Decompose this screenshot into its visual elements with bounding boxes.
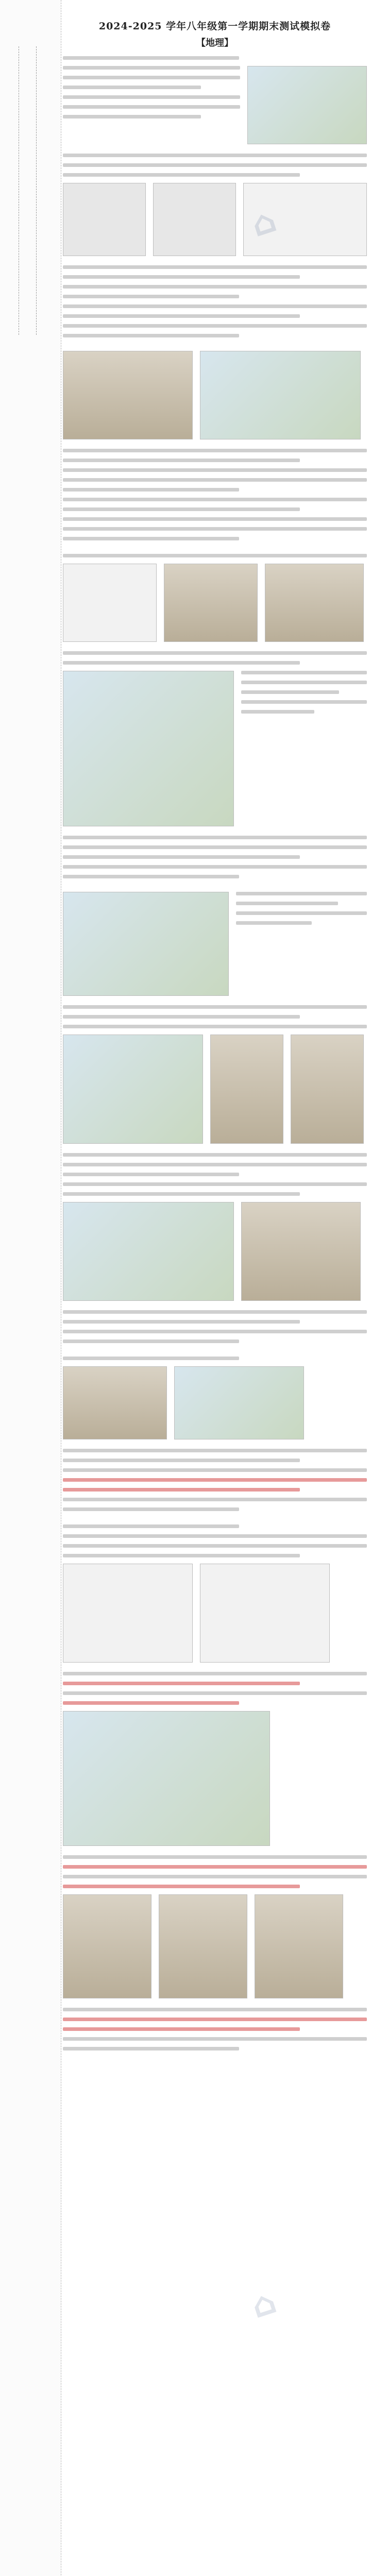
photo-figure: [291, 1035, 364, 1144]
text-line: [241, 681, 367, 684]
text-line: [63, 105, 240, 109]
photo-figure: [63, 1894, 151, 1998]
exam-content: [63, 19, 367, 2327]
text-line: [241, 690, 339, 694]
photo-figure: [255, 1894, 343, 1998]
text-line: [241, 700, 367, 704]
map-figure: [63, 1035, 203, 1144]
text-line: [63, 507, 300, 511]
section-5: [63, 1357, 367, 1511]
text-line: [236, 892, 367, 895]
figure-row: [63, 1894, 367, 1998]
figure-row: [63, 1366, 367, 1439]
text-line: [63, 1468, 367, 1472]
text-line: [63, 1330, 367, 1333]
text-line: [63, 1310, 367, 1314]
answer-line: [63, 1885, 300, 1888]
text-line: [63, 1340, 239, 1343]
text-line: [63, 1507, 239, 1511]
text-line: [63, 1025, 367, 1028]
text-line: [241, 671, 367, 674]
photo-figure: [164, 564, 258, 642]
text-line: [63, 1554, 300, 1557]
section-heading: [63, 56, 239, 60]
figure-row: [63, 66, 367, 144]
figure-row: [63, 1564, 367, 1663]
terrain-photo: [63, 351, 193, 439]
section-4: [63, 892, 367, 1343]
text-line: [241, 710, 314, 714]
text-line: [63, 855, 300, 859]
text-line: [63, 1015, 300, 1019]
photo-figure: [265, 564, 364, 642]
text-line: [63, 875, 239, 878]
climate-map: [63, 1711, 270, 1846]
diagram-figure: [63, 183, 146, 256]
text-line: [63, 163, 367, 167]
text-line: [63, 459, 300, 462]
text-line: [63, 66, 240, 70]
answer-line: [63, 1865, 367, 1869]
figure-row: [63, 1202, 367, 1301]
answer-line: [63, 1701, 239, 1705]
text-line: [63, 1875, 367, 1878]
section-3: [63, 554, 367, 878]
photo-figure: [159, 1894, 247, 1998]
text-line: [63, 265, 367, 269]
text-line: [63, 86, 201, 89]
figure-row: [63, 351, 367, 439]
text-line: [63, 1182, 367, 1186]
text-line: [63, 1534, 367, 1538]
text-line: [63, 537, 239, 540]
text-line: [63, 468, 367, 472]
figure-row: [63, 183, 367, 256]
binding-line-right: [36, 46, 37, 335]
text-line: [63, 95, 240, 99]
text-line: [63, 449, 367, 452]
text-line: [63, 1005, 367, 1009]
figure-row: [63, 1035, 367, 1144]
text-line: [63, 1173, 239, 1176]
photo-figure: [210, 1035, 283, 1144]
text-line: [63, 1449, 367, 1452]
text-line: [63, 275, 300, 279]
section-heading: [63, 1524, 239, 1528]
figure-row: [63, 1711, 367, 1846]
text-line: [236, 921, 312, 925]
text-line: [63, 154, 367, 157]
text-line: [63, 173, 300, 177]
text-line: [63, 314, 300, 318]
china-map-figure: [63, 671, 234, 826]
text-line: [63, 2037, 367, 2041]
diagram-figure: [153, 183, 236, 256]
text-line: [63, 498, 367, 501]
text-line: [63, 1672, 367, 1675]
text-line: [63, 304, 367, 308]
text-line: [63, 1320, 300, 1324]
text-line: [63, 115, 201, 118]
figure-row: [63, 892, 367, 996]
binding-margin: [0, 0, 61, 2576]
text-line: [236, 902, 338, 905]
climate-chart: [200, 1564, 330, 1663]
text-line: [63, 1544, 367, 1548]
map-figure: [200, 351, 361, 439]
text-line: [63, 285, 367, 289]
answer-line: [63, 1682, 300, 1685]
answer-line: [63, 2027, 300, 2031]
text-line: [63, 1855, 367, 1859]
text-line: [63, 651, 367, 655]
watermark: ⌂: [246, 2282, 281, 2327]
text-line: [236, 911, 367, 915]
text-line: [63, 845, 367, 849]
text-line: [63, 554, 367, 557]
text-line: [63, 865, 367, 869]
chart-figure: [243, 183, 367, 256]
photo-figure: [241, 1202, 361, 1301]
map-figure: [63, 892, 229, 996]
climate-chart: [63, 1564, 193, 1663]
text-line: [63, 1459, 300, 1462]
answer-line: [63, 1478, 367, 1482]
text-line: [63, 2047, 239, 2050]
answer-line: [63, 2018, 367, 2021]
answer-line: [63, 1488, 300, 1492]
text-line: [63, 324, 367, 328]
section-6: [63, 1524, 367, 2050]
exam-subject: 【地理】: [196, 38, 233, 48]
exam-title: 2024-2025 学年八年级第一学期期末测试模拟卷: [98, 21, 331, 32]
text-line: [63, 517, 367, 521]
text-line: [63, 488, 239, 492]
text-line: [63, 1691, 367, 1695]
section-heading: [63, 1357, 239, 1360]
photo-figure: [63, 1366, 167, 1439]
section-1: [63, 56, 367, 337]
map-figure: [247, 66, 367, 144]
section-2: [63, 351, 367, 540]
text-line: [63, 478, 367, 482]
text-line: [63, 836, 367, 839]
map-figure: [174, 1366, 304, 1439]
text-line: [63, 1163, 367, 1166]
map-figure: [63, 1202, 234, 1301]
text-line: [63, 527, 367, 531]
text-line: [63, 1192, 300, 1196]
text-line: [63, 1498, 367, 1501]
text-line: [63, 295, 239, 298]
figure-row: [63, 564, 367, 642]
text-line: [63, 2008, 367, 2011]
text-line: [63, 76, 240, 79]
text-line: [63, 334, 239, 337]
figure-row: [63, 671, 367, 826]
chart-figure: [63, 564, 157, 642]
text-line: [63, 1153, 367, 1157]
text-line: [63, 661, 300, 665]
